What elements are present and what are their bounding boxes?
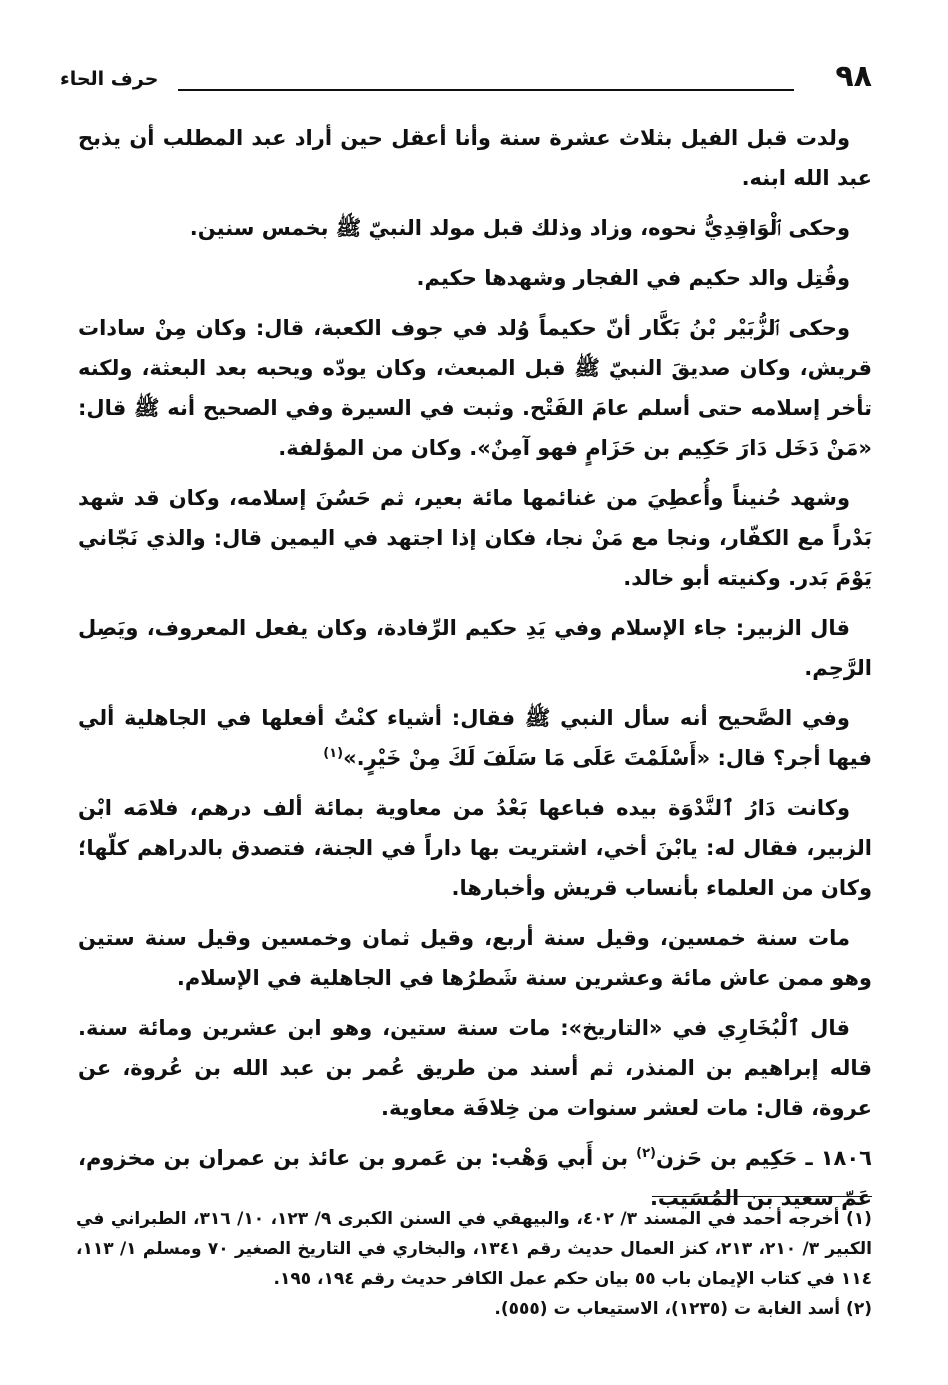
paragraph: وحكى ٱلزُّبَيْر بْنُ بَكَّار أنّ حكيماً وُلد في جوف الكعبة، قال: وكان مِنْ سادات قريش، وكان صديقَ النبيّ ﷺ قبل المبعث، وكان يودّه ويحبه بعد البعثة، ولكنه تأخر إسلامه حتى أسلم عامَ الفَتْح. وثبت في السيرة وفي الصحيح أنه ﷺ قال: «مَنْ دَخَل دَارَ حَكِيم بن حَزَامٍ فهو آمِنٌ». وكان من المؤلفة. [78, 316, 872, 460]
entry-tail: بن أَبي وَهْب: بن عَمرو بن عائذ بن عمران بن مخزوم، عَمّ سعيد بن المُسَيب. [78, 1146, 872, 1210]
paragraph: ولدت قبل الفيل بثلاث عشرة سنة وأنا أعقل حين أراد عبد المطلب أن يذبح عبد الله ابنه. [78, 126, 872, 190]
footnotes [76, 1204, 872, 1324]
footnote-1: (١) أخرجه أحمد في المسند ٣/ ٤٠٢، والبيهقي في السنن الكبرى ٩/ ١٢٣، ١٠/ ٣١٦، الطبراني في الكبير ٣/ ٢١٠، ٢١٣، كنز العمال حديث رقم ١٣٤١، والبخاري في التاريخ الصغير ٧٠ ومسلم ١/ ١١٣، ١١٤ في كتاب الإيمان باب ٥٥ بيان حكم عمل الكافر حديث رقم ١٩٤، ١٩٥. [76, 1209, 872, 1289]
paragraph: قال الزبير: جاء الإسلام وفي يَدِ حكيم الرِّفادة، وكان يفعل المعروف، ويَصِل الرَّحِم. [78, 616, 872, 680]
paragraph: وكانت دَارُ ٱلنَّدْوَة بيده فباعها بَعْدُ من معاوية بمائة ألف درهم، فلامَه ابْن الزبير، فقال له: يابْنَ أخي، اشتريت بها داراً في الجنة، فتصدق بالدراهم كلّها؛ وكان من العلماء بأنساب قريش وأخبارها. [78, 796, 872, 900]
running-title: حرف الحاء [60, 68, 159, 90]
main-text [78, 118, 872, 1228]
footnote-ref-2[interactable]: (٢) [636, 1146, 656, 1161]
page-header [60, 58, 872, 102]
footnote-rule [652, 1196, 872, 1197]
footnote-ref-1[interactable]: (١) [323, 746, 344, 761]
paragraph-with-note [78, 698, 872, 778]
entry-head: ١٨٠٦ ـ حَكِيم بن حَزن [656, 1146, 872, 1170]
paragraph: وشهد حُنيناً وأُعطِيَ من غنائمها مائة بعير، ثم حَسُنَ إسلامه، وكان قد شهد بَدْراً مع الكفّار، ونجا مع مَنْ نجا، فكان إذا اجتهد في اليمين قال: والذي نَجّاني يَوْمَ بَدر. وكنيته أبو خالد. [78, 486, 872, 590]
paragraph: قال ٱلْبُخَارِي في «التاريخ»: مات سنة ستين، وهو ابن عشرين ومائة سنة. قاله إبراهيم بن المنذر، ثم أسند من طريق عُمر بن عبد الله بن عُروة، عن عروة، قال: مات لعشر سنوات من خِلافَة معاوية. [78, 1016, 872, 1120]
paragraph-text: وفي الصَّحيح أنه سأل النبي ﷺ فقال: أشياء كنْتُ أفعلها في الجاهلية ألي فيها أجر؟ قال: «أَسْلَمْتَ عَلَى مَا سَلَفَ لَكَ مِنْ خَيْرٍ.» [78, 706, 872, 770]
page-number: ٩٨ [835, 59, 872, 94]
paragraph: مات سنة خمسين، وقيل سنة أربع، وقيل ثمان وخمسين وقيل سنة ستين وهو ممن عاش مائة وعشرين سنة شَطرُها في الجاهلية في الإسلام. [78, 926, 872, 990]
paragraph: وحكى ٱلْوَاقِدِيُّ نحوه، وزاد وذلك قبل مولد النبيّ ﷺ بخمس سنين. [189, 216, 850, 240]
header-rule [178, 89, 794, 91]
footnote-2: (٢) أسد الغابة ت (١٢٣٥)، الاستيعاب ت (٥٥٥). [494, 1299, 872, 1319]
paragraph: وقُتِل والد حكيم في الفجار وشهدها حكيم. [416, 266, 850, 290]
